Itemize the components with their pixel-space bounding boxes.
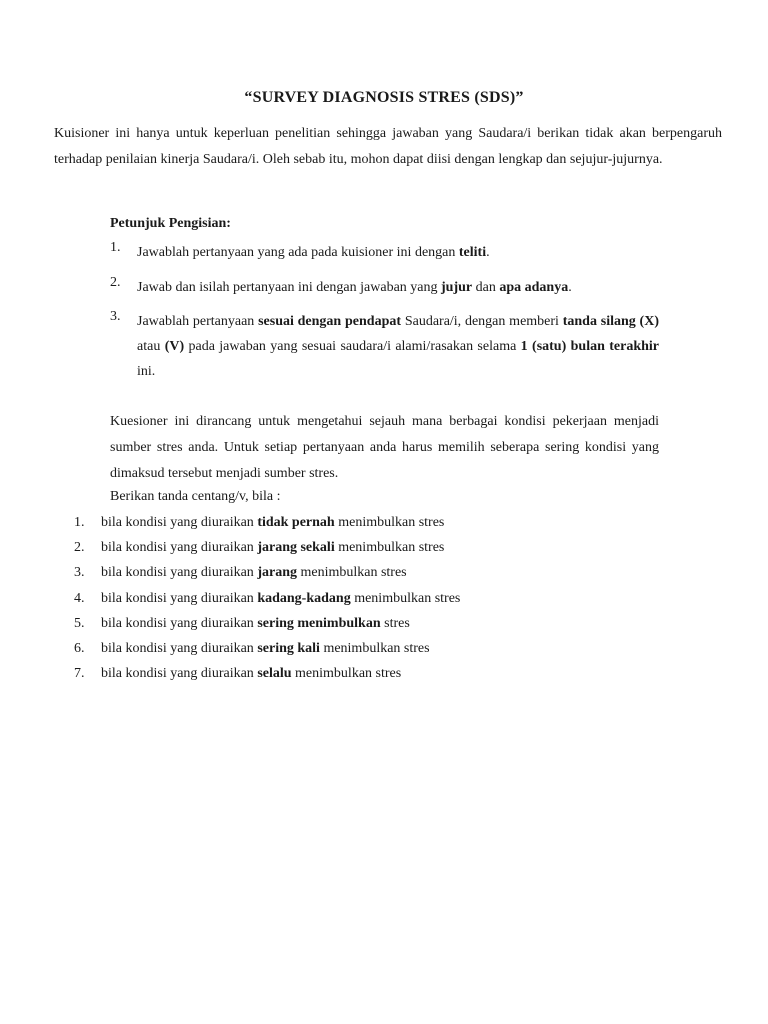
option-frequency: sering kali	[257, 640, 320, 656]
instruction-emphasis: teliti	[458, 245, 487, 260]
option-suffix: menimbulkan stres	[319, 640, 430, 656]
intro-paragraph: Kuisioner ini hanya untuk keperluan penelitian sehingga jawaban yang Saudara/i berikan tidak akan berpengaruh terhadap penilaian kinerja Saudara/i. Oleh sebab itu, mohon dapat diisi dengan lengkap dan sejujur-jujurnya.	[54, 126, 722, 167]
instruction-number: 2.	[110, 275, 121, 290]
option-number: 5.	[74, 615, 85, 631]
scale-option	[74, 513, 694, 538]
option-text	[101, 614, 410, 634]
instruction-emphasis: (V)	[164, 339, 185, 354]
instruction-text-part: .	[568, 280, 572, 295]
instruction-emphasis: apa adanya	[499, 280, 569, 295]
option-text	[101, 563, 407, 583]
scale-option	[74, 589, 694, 614]
option-prefix: bila kondisi yang diuraikan	[101, 640, 258, 656]
scale-option	[74, 563, 694, 588]
option-number: 1.	[74, 515, 85, 530]
option-suffix: menimbulkan stres	[296, 565, 407, 581]
scale-option	[74, 639, 694, 664]
instruction-item	[110, 275, 659, 300]
option-suffix: menimbulkan stres	[334, 515, 445, 530]
instruction-text-part: ini.	[137, 364, 156, 379]
option-suffix: stres	[380, 615, 410, 631]
instruction-item	[110, 240, 659, 265]
scale-options-list	[74, 513, 694, 689]
instruction-emphasis: 1 (satu) bulan terakhir	[520, 339, 659, 354]
option-number: 6.	[74, 640, 85, 656]
instruction-text	[137, 275, 659, 300]
option-suffix: menimbulkan stres	[291, 666, 402, 682]
scale-option	[74, 664, 694, 689]
option-number: 7.	[74, 666, 85, 682]
option-text	[101, 513, 444, 533]
instruction-emphasis: sesuai dengan pendapat	[258, 314, 402, 329]
option-suffix: menimbulkan stres	[334, 540, 445, 556]
instruction-text-part: Saudara/i, dengan memberi	[401, 314, 563, 329]
instruction-number: 3.	[110, 309, 121, 324]
option-number: 4.	[74, 590, 85, 606]
option-prefix: bila kondisi yang diuraikan	[101, 565, 258, 581]
instruction-emphasis: jujur	[441, 280, 473, 295]
option-text	[101, 538, 444, 558]
instruction-text-part: atau	[137, 339, 165, 354]
instruction-text	[137, 240, 659, 265]
questionnaire-description: Kuesioner ini dirancang untuk mengetahui sejauh mana berbagai kondisi pekerjaan menjadi sumber stres anda. Untuk setiap pertanyaan anda harus memilih seberapa sering kondisi yang dimaksud tersebut menjadi sumber stres.	[110, 414, 659, 481]
instruction-text-part: .	[486, 245, 490, 260]
option-prefix: bila kondisi yang diuraikan	[101, 615, 258, 631]
option-text	[101, 639, 430, 659]
instruction-text-part: pada jawaban yang sesuai saudara/i alami/rasakan selama	[184, 339, 521, 354]
option-frequency: kadang-kadang	[257, 590, 351, 606]
instruction-text-part: Jawab dan isilah pertanyaan ini dengan jawaban yang	[137, 280, 442, 295]
scale-option	[74, 614, 694, 639]
option-prefix: bila kondisi yang diuraikan	[101, 515, 258, 530]
option-prefix: bila kondisi yang diuraikan	[101, 666, 258, 682]
instruction-text-part: Jawablah pertanyaan yang ada pada kuisioner ini dengan	[137, 245, 459, 260]
instruction-number: 1.	[110, 240, 121, 255]
instruction-item	[110, 309, 659, 384]
option-suffix: menimbulkan stres	[350, 590, 461, 606]
instructions-heading: Petunjuk Pengisian:	[110, 216, 231, 231]
document-title: “SURVEY DIAGNOSIS STRES (SDS)”	[244, 89, 524, 106]
option-frequency: jarang sekali	[257, 540, 335, 556]
option-frequency: selalu	[257, 666, 292, 682]
options-intro: Berikan tanda centang/v, bila :	[110, 489, 281, 504]
instruction-emphasis: tanda silang (X)	[562, 314, 659, 329]
option-text	[101, 589, 460, 609]
scale-option	[74, 538, 694, 563]
instruction-text-part: dan	[472, 280, 500, 295]
instruction-text-part: Jawablah pertanyaan	[137, 314, 259, 329]
option-number: 2.	[74, 540, 85, 556]
option-frequency: jarang	[257, 565, 297, 581]
option-number: 3.	[74, 565, 85, 581]
option-prefix: bila kondisi yang diuraikan	[101, 540, 258, 556]
option-text	[101, 664, 401, 684]
instruction-text	[137, 309, 659, 384]
option-prefix: bila kondisi yang diuraikan	[101, 590, 258, 606]
option-frequency: sering menimbulkan	[257, 615, 381, 631]
option-frequency: tidak pernah	[257, 515, 335, 530]
